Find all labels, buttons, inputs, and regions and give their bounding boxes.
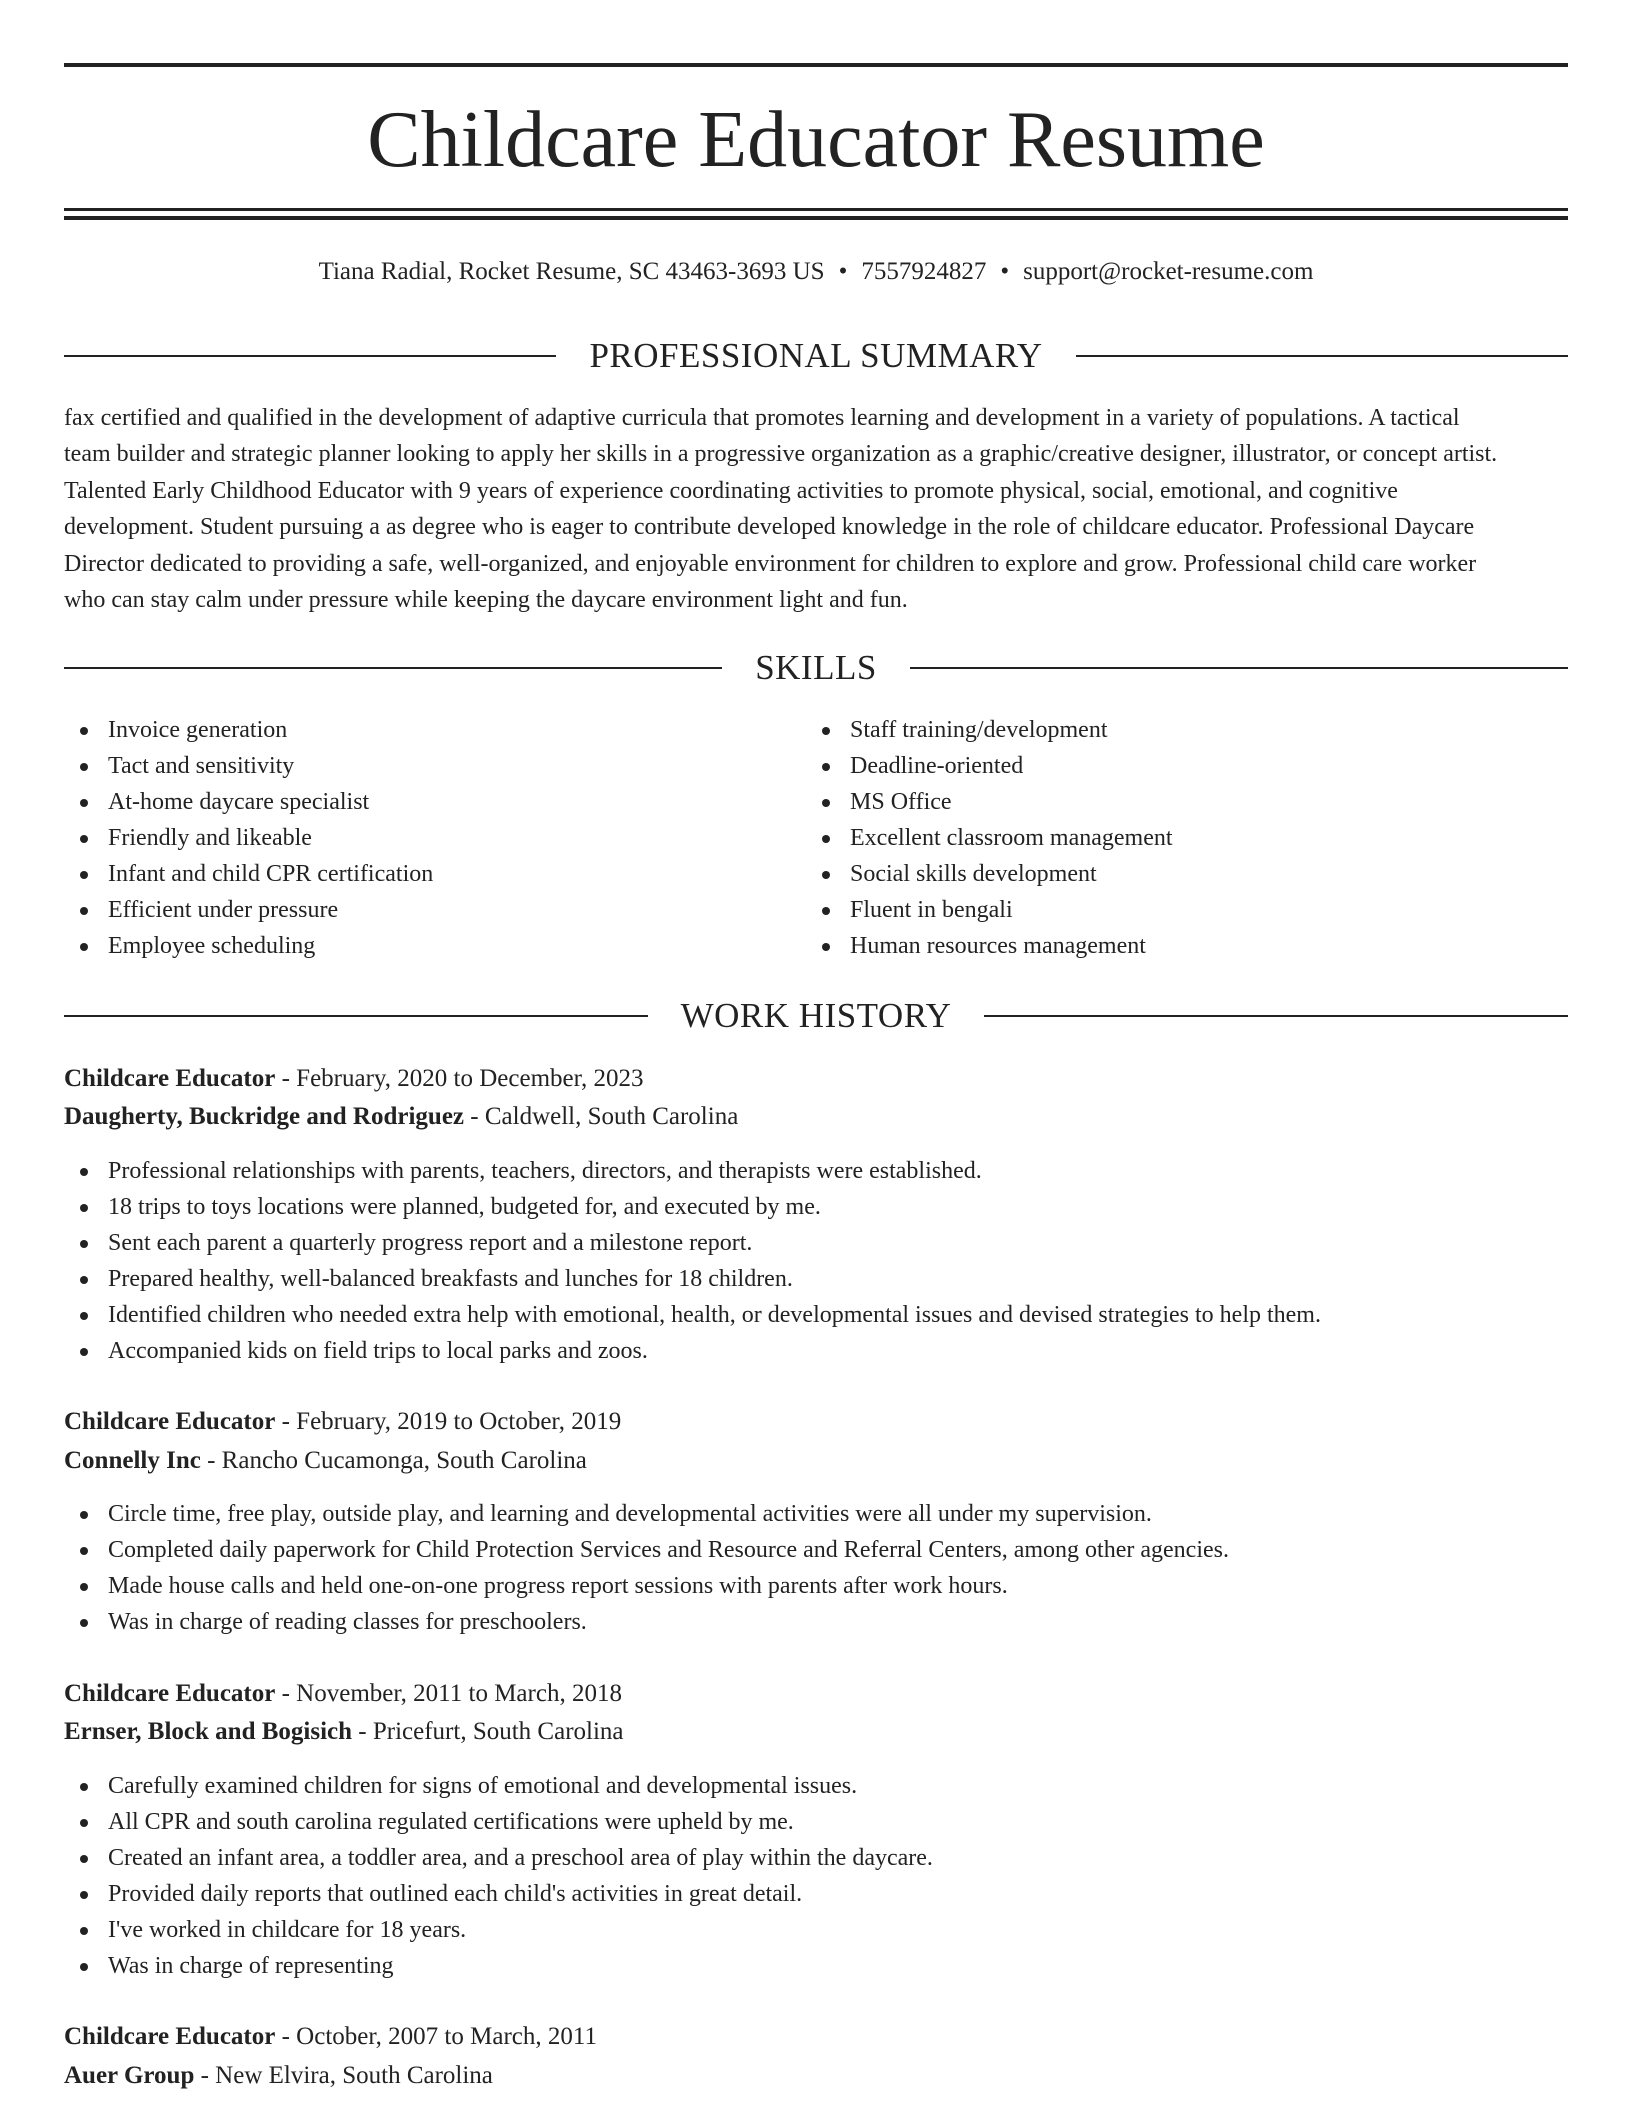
- skills-heading-label: SKILLS: [755, 648, 877, 687]
- skill-item: Deadline-oriented: [806, 748, 1173, 784]
- job-title-line: [64, 1404, 1568, 1440]
- contact-line: [64, 254, 1568, 290]
- skill-item: Friendly and likeable: [64, 820, 433, 856]
- summary-line: Director dedicated to providing a safe, well-organized, and enjoyable environment for children to explore and grow. Professional child care worker: [64, 550, 1477, 577]
- job-duty: Accompanied kids on field trips to local parks and zoos.: [64, 1333, 1568, 1369]
- job-title-line: [64, 1676, 1568, 1712]
- heading-rule-right: [984, 1015, 1568, 1017]
- job-duty: 18 trips to toys locations were planned, budgeted for, and executed by me.: [64, 1189, 1568, 1225]
- contact-separator: •: [838, 258, 848, 285]
- job-location: - Pricefurt, South Carolina: [352, 1718, 624, 1745]
- job-duty: All CPR and south carolina regulated certifications were upheld by me.: [64, 1804, 1568, 1840]
- job-duties: [64, 1768, 1568, 1984]
- summary-line: development. Student pursuing a as degree who is eager to contribute developed knowledge in the role of childcare educator. Professional Daycare: [64, 514, 1475, 541]
- job-company: Auer Group: [64, 2062, 195, 2089]
- job-duty: Circle time, free play, outside play, and learning and developmental activities were all under my supervision.: [64, 1496, 1568, 1532]
- job-title: Childcare Educator: [64, 1408, 276, 1435]
- skill-item: Tact and sensitivity: [64, 748, 433, 784]
- heading-rule-left: [64, 355, 556, 357]
- job-title: Childcare Educator: [64, 2023, 276, 2050]
- skills-heading: [64, 646, 1568, 690]
- title-rule-upper: [64, 208, 1568, 211]
- job-duty: Completed daily paperwork for Child Protection Services and Resource and Referral Centers, among other agencies.: [64, 1532, 1568, 1568]
- job-title: Childcare Educator: [64, 1065, 276, 1092]
- summary-text: [64, 400, 1568, 618]
- skill-item: Efficient under pressure: [64, 892, 433, 928]
- contact-phone: 7557924827: [861, 258, 987, 285]
- job-company-line: [64, 1099, 1568, 1135]
- job-duties: [64, 1153, 1568, 1369]
- contact-address: Tiana Radial, Rocket Resume, SC 43463-3693 US: [318, 258, 825, 285]
- job-duty: Sent each parent a quarterly progress report and a milestone report.: [64, 1225, 1568, 1261]
- skill-item: Staff training/development: [806, 712, 1173, 748]
- job-company: Ernser, Block and Bogisich: [64, 1718, 353, 1745]
- job-company: Connelly Inc: [64, 1447, 201, 1474]
- skill-item: Social skills development: [806, 856, 1173, 892]
- job-company: Daugherty, Buckridge and Rodriguez: [64, 1103, 465, 1130]
- summary-line: who can stay calm under pressure while keeping the daycare environment light and fun.: [64, 587, 908, 614]
- job-location: - Rancho Cucamonga, South Carolina: [200, 1447, 587, 1474]
- skill-item: At-home daycare specialist: [64, 784, 433, 820]
- job-duty: Made house calls and held one-on-one progress report sessions with parents after work hours.: [64, 1568, 1568, 1604]
- job-duties: [64, 1496, 1568, 1640]
- skills-list-left: [64, 712, 433, 964]
- summary-line: fax certified and qualified in the development of adaptive curricula that promotes learning and development in a variety of populations. A tactical: [64, 405, 1460, 431]
- job-dates: - October, 2007 to March, 2011: [275, 2023, 597, 2050]
- title-rule-lower: [64, 216, 1568, 220]
- heading-rule-left: [64, 667, 722, 669]
- contact-email: support@rocket-resume.com: [1023, 258, 1314, 285]
- top-rule: [64, 63, 1568, 67]
- summary-line: team builder and strategic planner looking to apply her skills in a progressive organization as a graphic/creative designer, illustrator, or concept artist.: [64, 441, 1498, 468]
- job-company-line: [64, 1443, 1568, 1479]
- job-dates: - February, 2019 to October, 2019: [275, 1408, 622, 1435]
- skill-item: MS Office: [806, 784, 1173, 820]
- skill-item: Infant and child CPR certification: [64, 856, 433, 892]
- skill-item: Excellent classroom management: [806, 820, 1173, 856]
- skill-item: Fluent in bengali: [806, 892, 1173, 928]
- summary-heading-label: PROFESSIONAL SUMMARY: [589, 336, 1043, 375]
- job-company-line: [64, 2058, 1568, 2094]
- job-duty: Professional relationships with parents, teachers, directors, and therapists were established.: [64, 1153, 1568, 1189]
- summary-line: Talented Early Childhood Educator with 9 years of experience coordinating activities to promote physical, social, emotional, and cognitive: [64, 477, 1398, 504]
- skill-item: Invoice generation: [64, 712, 433, 748]
- heading-rule-left: [64, 1015, 648, 1017]
- job-duty: Carefully examined children for signs of emotional and developmental issues.: [64, 1768, 1568, 1804]
- job-location: - Caldwell, South Carolina: [464, 1103, 739, 1130]
- job-title-line: [64, 2019, 1568, 2055]
- job-duty: Identified children who needed extra help with emotional, health, or developmental issues and devised strategies to help them.: [64, 1297, 1568, 1333]
- summary-heading: [64, 334, 1568, 378]
- resume-title: Childcare Educator Resume: [367, 96, 1265, 184]
- skills-list-right: [806, 712, 1173, 964]
- job-duty: Was in charge of representing: [64, 1948, 1568, 1984]
- job-duty: I've worked in childcare for 18 years.: [64, 1912, 1568, 1948]
- work-heading: [64, 994, 1568, 1038]
- job-dates: - November, 2011 to March, 2018: [275, 1680, 622, 1707]
- job-title: Childcare Educator: [64, 1680, 276, 1707]
- heading-rule-right: [1076, 355, 1568, 357]
- job-duty: Provided daily reports that outlined each child's activities in great detail.: [64, 1876, 1568, 1912]
- job-dates: - February, 2020 to December, 2023: [275, 1065, 644, 1092]
- job-title-line: [64, 1061, 1568, 1097]
- contact-separator: •: [1000, 258, 1010, 285]
- work-heading-label: WORK HISTORY: [680, 996, 952, 1035]
- skill-item: Human resources management: [806, 928, 1173, 964]
- job-duty: Created an infant area, a toddler area, and a preschool area of play within the daycare.: [64, 1840, 1568, 1876]
- skill-item: Employee scheduling: [64, 928, 433, 964]
- job-duty: Was in charge of reading classes for preschoolers.: [64, 1604, 1568, 1640]
- heading-rule-right: [910, 667, 1568, 669]
- job-company-line: [64, 1714, 1568, 1750]
- job-duty: Prepared healthy, well-balanced breakfasts and lunches for 18 children.: [64, 1261, 1568, 1297]
- job-location: - New Elvira, South Carolina: [194, 2062, 493, 2089]
